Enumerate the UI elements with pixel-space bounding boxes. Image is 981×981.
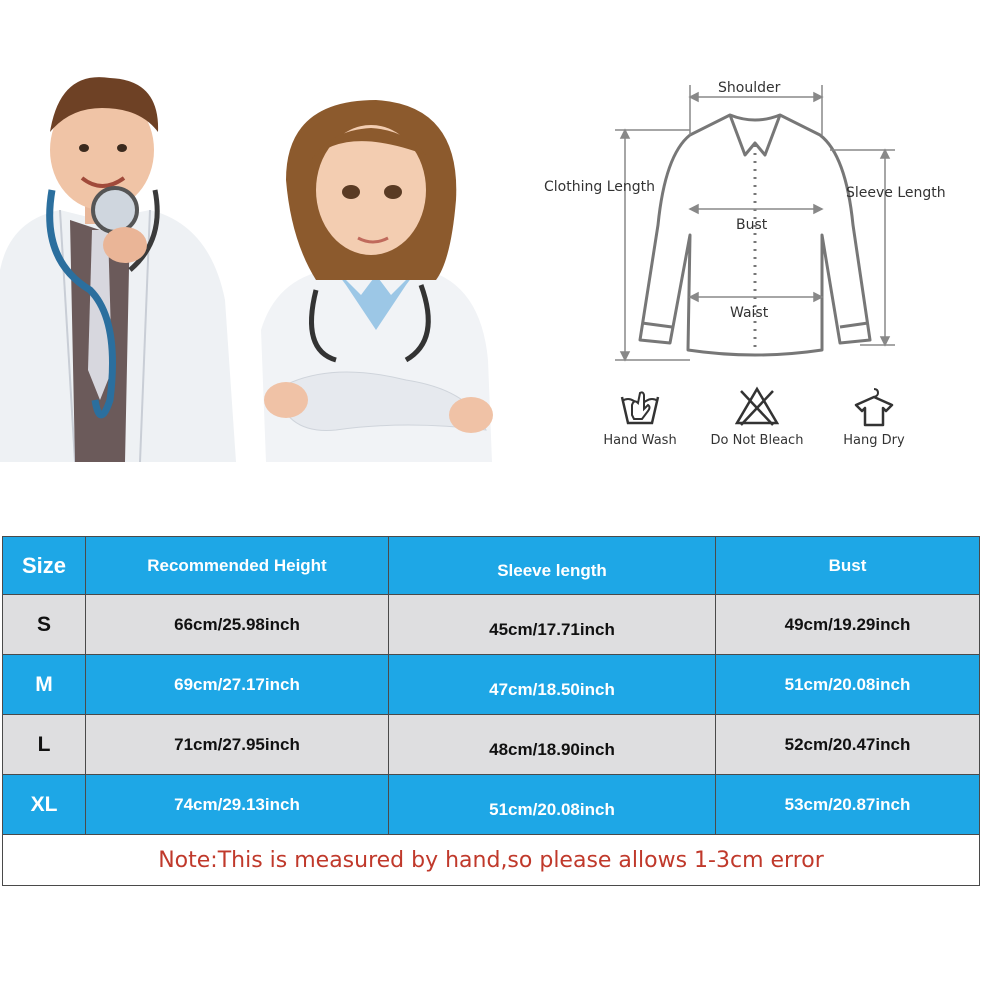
- table-header-row: [3, 537, 980, 595]
- header-sleeve-length: [389, 537, 716, 595]
- table-row: [3, 715, 980, 775]
- size-cell: S: [3, 595, 86, 655]
- height-cell: 66cm/25.98inch: [86, 595, 389, 655]
- table-row: [3, 775, 980, 835]
- do-not-bleach-label: Do Not Bleach: [710, 433, 804, 448]
- hang-dry-label: Hang Dry: [843, 433, 905, 448]
- table-row: [3, 655, 980, 715]
- sleeve-cell: [389, 715, 716, 775]
- bust-cell: 49cm/19.29inch: [716, 595, 980, 655]
- sleeve-length-label: Sleeve Length: [846, 185, 946, 201]
- sleeve-cell-text: 45cm/17.71inch: [489, 619, 615, 639]
- size-chart-table: [2, 536, 980, 886]
- girl-doctor-photo: [256, 70, 496, 462]
- bust-label: Bust: [736, 217, 768, 233]
- table-row: [3, 595, 980, 655]
- sleeve-cell-text: 47cm/18.50inch: [489, 679, 615, 699]
- sleeve-cell: [389, 655, 716, 715]
- bust-cell: 52cm/20.47inch: [716, 715, 980, 775]
- boy-doctor-photo: [0, 70, 236, 462]
- sleeve-cell-text: 51cm/20.08inch: [489, 799, 615, 819]
- height-cell: 71cm/27.95inch: [86, 715, 389, 775]
- size-cell: XL: [3, 775, 86, 835]
- clothing-length-label: Clothing Length: [544, 179, 655, 195]
- waist-label: Waist: [730, 305, 769, 321]
- size-diagram: [540, 75, 981, 465]
- note-row: [3, 835, 980, 886]
- hang-dry-icon: [852, 385, 896, 429]
- height-cell: 74cm/29.13inch: [86, 775, 389, 835]
- height-cell: 69cm/27.17inch: [86, 655, 389, 715]
- do-not-bleach-item: [702, 385, 812, 448]
- header-recommended-height: Recommended Height: [86, 537, 389, 595]
- bust-cell: 51cm/20.08inch: [716, 655, 980, 715]
- header-size: Size: [3, 537, 86, 595]
- header-bust: Bust: [716, 537, 980, 595]
- size-cell: M: [3, 655, 86, 715]
- sleeve-cell-text: 48cm/18.90inch: [489, 739, 615, 759]
- header-sleeve-length-text: Sleeve length: [497, 560, 607, 580]
- do-not-bleach-icon: [735, 385, 779, 429]
- bust-cell: 53cm/20.87inch: [716, 775, 980, 835]
- size-cell: L: [3, 715, 86, 775]
- hand-wash-item: [585, 385, 695, 448]
- hang-dry-item: [819, 385, 929, 448]
- shoulder-label: Shoulder: [718, 80, 781, 96]
- hand-wash-icon: [618, 385, 662, 429]
- hand-wash-label: Hand Wash: [603, 433, 677, 448]
- measurement-note: Note:This is measured by hand,so please allows 1-3cm error: [3, 835, 980, 886]
- sleeve-cell: [389, 595, 716, 655]
- sleeve-cell: [389, 775, 716, 835]
